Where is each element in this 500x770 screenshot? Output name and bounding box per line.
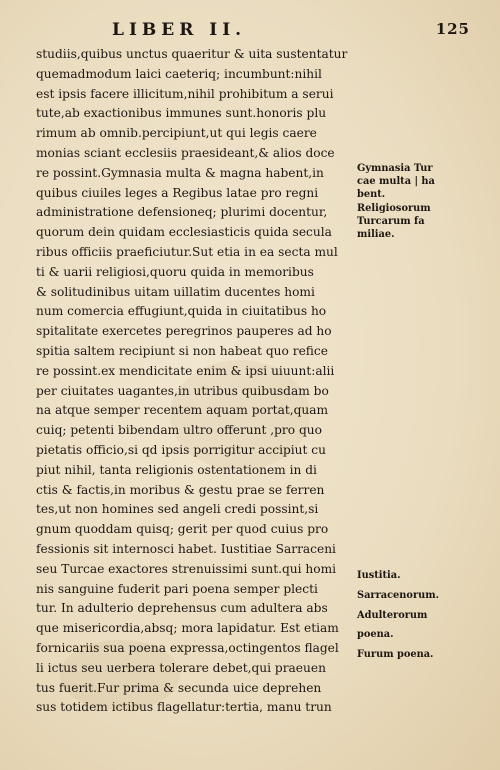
text-line: monias sciant ecclesiis praesideant,& alios doce [36,145,335,160]
text-line: tus fuerit.Fur prima & secunda uice deprehen [36,680,322,695]
text-line: est ipsis facere illicitum,nihil prohibitum a serui [36,86,334,101]
margin-note-line: Iustitia. [357,570,401,581]
text-line: piut nihil, tanta religionis ostentationem in di [36,462,317,477]
text-line: rimum ab omnib.percipiunt,ut qui legis caere [36,126,317,141]
margin-note-line: Sarracenorum. [357,589,440,601]
text-line: ribus officiis praeficiutur.Sut etia in ea secta mul [36,244,338,259]
text-line: gnum quoddam quisq; gerit per quod cuius pro [36,522,329,537]
text-line: per ciuitates uagantes,in utribus quibusdam bo [36,383,329,398]
margin-note-line: Turcarum fa [357,215,425,227]
text-line: administratione defensioneq; plurimi docentur, [36,205,328,220]
margin-note-line: poena. [357,629,394,641]
text-line: quibus ciuiles leges a Regibus latae pro regni [36,185,319,200]
text-line: re possint.ex mendicitate enim & ipsi uiuunt:alii [36,363,335,378]
margin-note-line: Religiosorum [357,202,431,214]
text-line: & solitudinibus uitam uillatim ducentes homi [36,284,315,299]
text-line: tute,ab exactionibus immunes sunt.honoris plu [36,106,327,121]
text-line: spitalitate exercetes peregrinos pauperes ad ho [36,324,332,339]
text-line: na atque semper recentem aquam portat,quam [36,403,329,418]
text-line: quorum dein quidam ecclesiasticis quida secula [36,225,332,240]
margin-note-line: bent. [357,189,386,201]
text-line: studiis,quibus unctus quaeritur & uita sustentatur [36,47,348,61]
margin-note-gymnasia [357,162,462,241]
text-line: seu Turcae exactores strenuissimi sunt.qui homi [36,561,337,576]
text-line: nis sanguine fuderit pari poena semper plecti [36,581,318,596]
text-line: tur. In adulterio deprehensus cum adultera abs [36,601,328,616]
text-line: pietatis officio,si qd ipsis porrigitur accipiut cu [36,442,326,457]
text-line: cuiq; petenti bibendam ultro offerunt ,pro quo [36,423,322,438]
text-line: li ictus seu uerbera tolerare debet,qui praeuen [36,660,326,675]
text-line: quemadmodum laici caeteriq; incumbunt:nihil [36,66,322,81]
main-text-column [36,45,354,718]
margin-note-line: Gymnasia Tur [357,163,433,174]
margin-note-line: Adulterorum [357,609,428,621]
text-line: fessionis sit internosci habet. Iustitiae Sarraceni [36,541,336,556]
page-header [112,20,470,42]
text-line: spitia saltem recipiunt si non habeat quo refice [36,343,328,358]
text-line: fornicariis sua poena expressa,octingentos flagel [36,640,339,655]
text-line: ti & uarii religiosi,quoru quida in memoribus [36,264,314,279]
text-line: num comercia effugiunt,quida in ciuitatibus ho [36,304,327,319]
margin-note-line: miliae. [357,229,395,241]
running-head: LIBER II. [112,20,247,40]
margin-note-line: cae multa | ha [357,176,435,188]
text-line: que misericordia,absq; mora lapidatur. Est etiam [36,621,339,636]
margin-note-iustitia [357,566,462,665]
margin-note-line: Furum poena. [357,649,434,661]
page-number: 125 [435,20,470,38]
text-line: tes,ut non homines sed angeli credi possint,si [36,502,319,517]
text-line: sus totidem ictibus flagellatur:tertia, manu trun [36,700,332,715]
text-line: re possint.Gymnasia multa & magna habent,in [36,165,324,180]
text-line: ctis & factis,in moribus & gestu prae se ferren [36,482,325,497]
